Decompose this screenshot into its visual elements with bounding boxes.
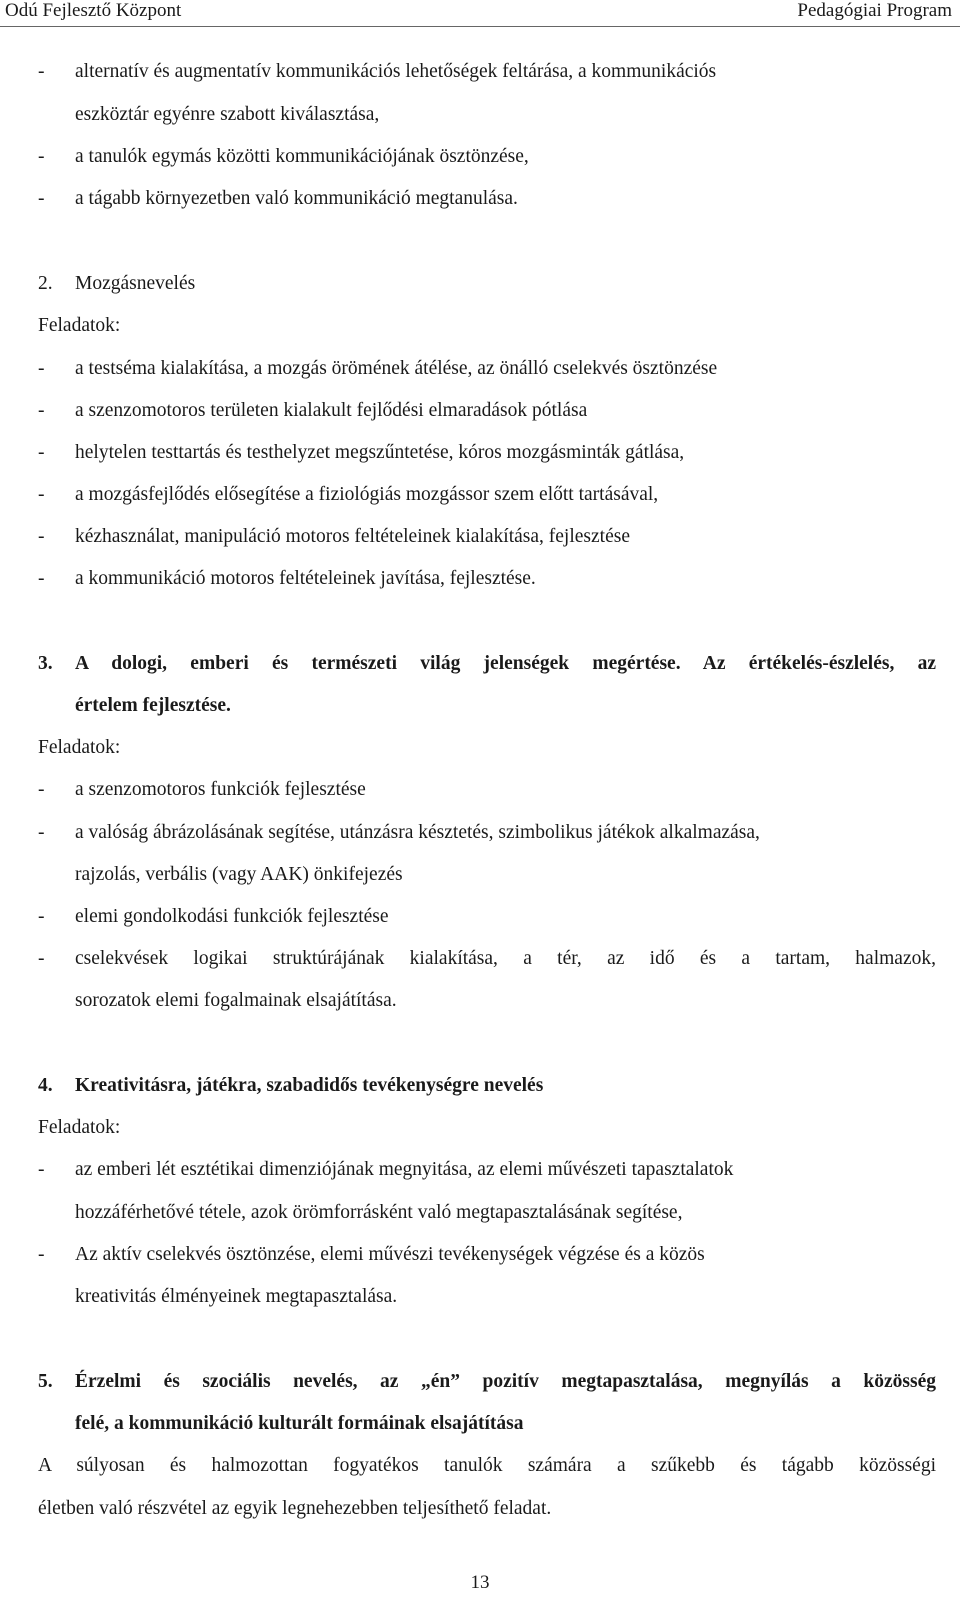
paragraph-line: A súlyosan és halmozottan fogyatékos tanulók számára a szűkebb és tágabb közösségi: [38, 1455, 936, 1476]
section-label: Feladatok:: [38, 737, 121, 758]
paragraph-line: életben való részvétel az egyik legnehezebben teljesíthető feladat.: [38, 1498, 552, 1519]
page-number: 13: [470, 1572, 490, 1593]
header-organization: Odú Fejlesztő Központ: [5, 0, 182, 21]
section-label: Feladatok:: [38, 315, 121, 336]
section-label: Feladatok:: [38, 1117, 121, 1138]
header-rule: [0, 26, 960, 27]
header-document-title: Pedagógiai Program: [797, 0, 952, 21]
